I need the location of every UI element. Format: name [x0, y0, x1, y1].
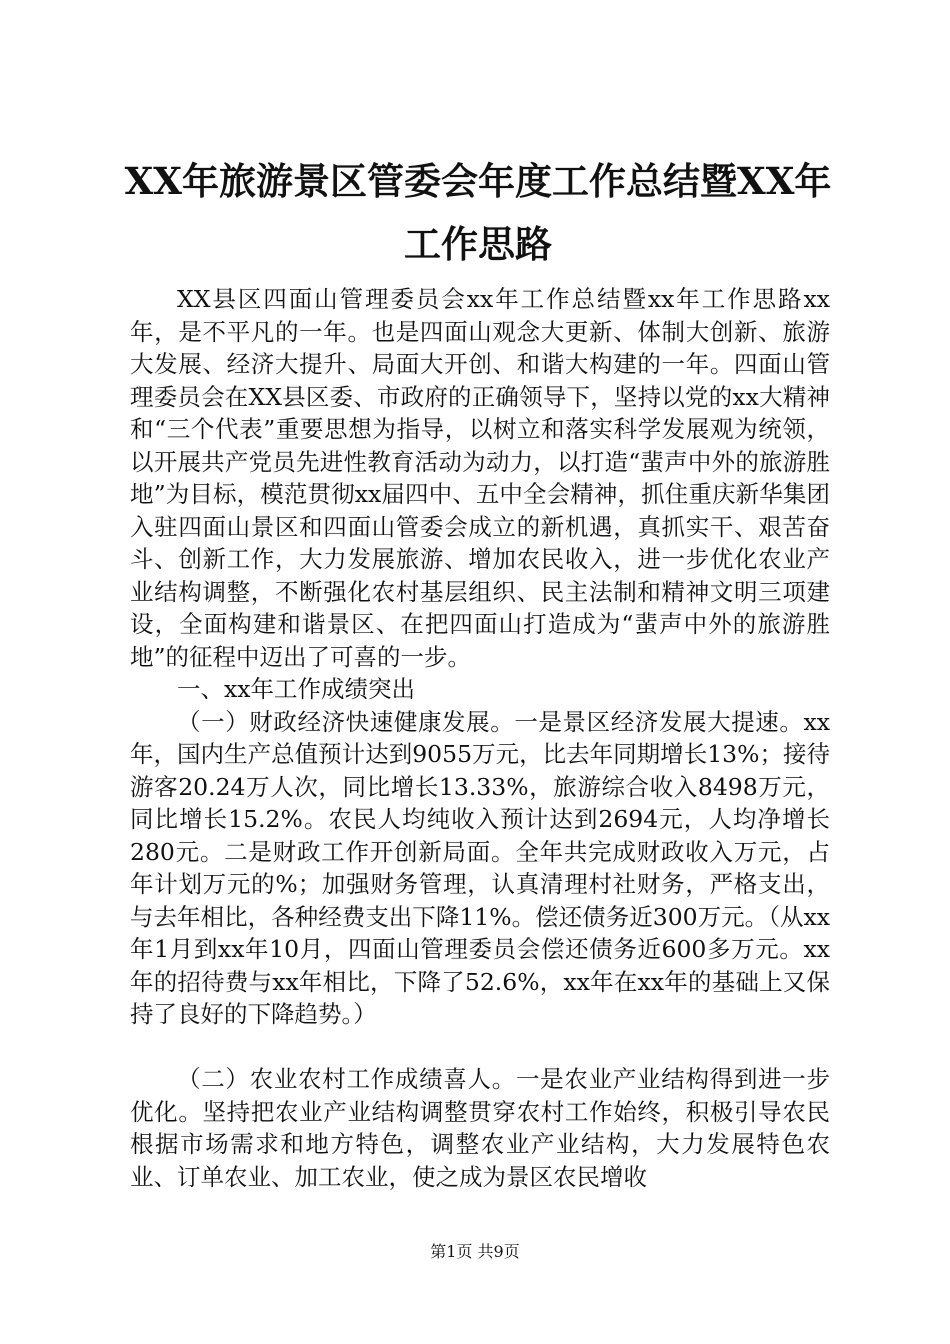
intro-paragraph: XX县区四面山管理委员会xx年工作总结暨xx年工作思路xx年，是不平凡的一年。也是四面山观念大更新、体制大创新、旅游大发展、经济大提升、局面大开创、和谐大构建的一年。四面山管理委员会在XX县区委、市政府的正确领导下，坚持以党的xx大精神和“三个代表”重要思想为指导，以树立和落实科学发展观为统领，以开展共产党员先进性教育活动为动力，以打造“蜚声中外的旅游胜地”为目标，模范贯彻xx届四中、五中全会精神，抓住重庆新华集团入驻四面山景区和四面山管委会成立的新机遇，真抓实干、艰苦奋斗、创新工作，大力发展旅游、增加农民收入，进一步优化农业产业结构调整，不断强化农村基层组织、民主法制和精神文明三项建设，全面构建和谐景区、在把四面山打造成为“蜚声中外的旅游胜地”的征程中迈出了可喜的一步。: [130, 285, 830, 671]
paragraph-spacer: [130, 1031, 830, 1064]
section-heading: 一、xx年工作成绩突出: [177, 675, 416, 703]
document-body: [130, 283, 830, 1193]
finance-paragraph: （一）财政经济快速健康发展。一是景区经济发展大提速。xx年，国内生产总值预计达到9055万元，比去年同期增长13%；接待游客20.24万人次，同比增长13.33%，旅游综合收入8498万元，同比增长15.2%。农民人均纯收入预计达到2694元，人均净增长280元。二是财政工作开创新局面。全年共完成财政收入万元，占年计划万元的%；加强财务管理，认真清理村社财务，严格支出，与去年相比，各种经费支出下降11%。偿还债务近300万元。（从xx年1月到xx年10月，四面山管理委员会偿还债务近600多万元。xx年的招待费与xx年相比，下降了52.6%，xx年在xx年的基础上又保持了良好的下降趋势。）: [130, 707, 830, 1028]
agriculture-paragraph: （二）农业农村工作成绩喜人。一是农业产业结构得到进一步优化。坚持把农业产业结构调整贯穿农村工作始终，积极引导农民根据市场需求和地方特色，调整农业产业结构，大力发展特色农业、订单农业、加工农业，使之成为景区农民增收: [130, 1065, 830, 1191]
page-footer: 第1页 共9页: [430, 1242, 520, 1261]
document-title: XX年旅游景区管委会年度工作总结暨XX年工作思路: [124, 159, 832, 266]
